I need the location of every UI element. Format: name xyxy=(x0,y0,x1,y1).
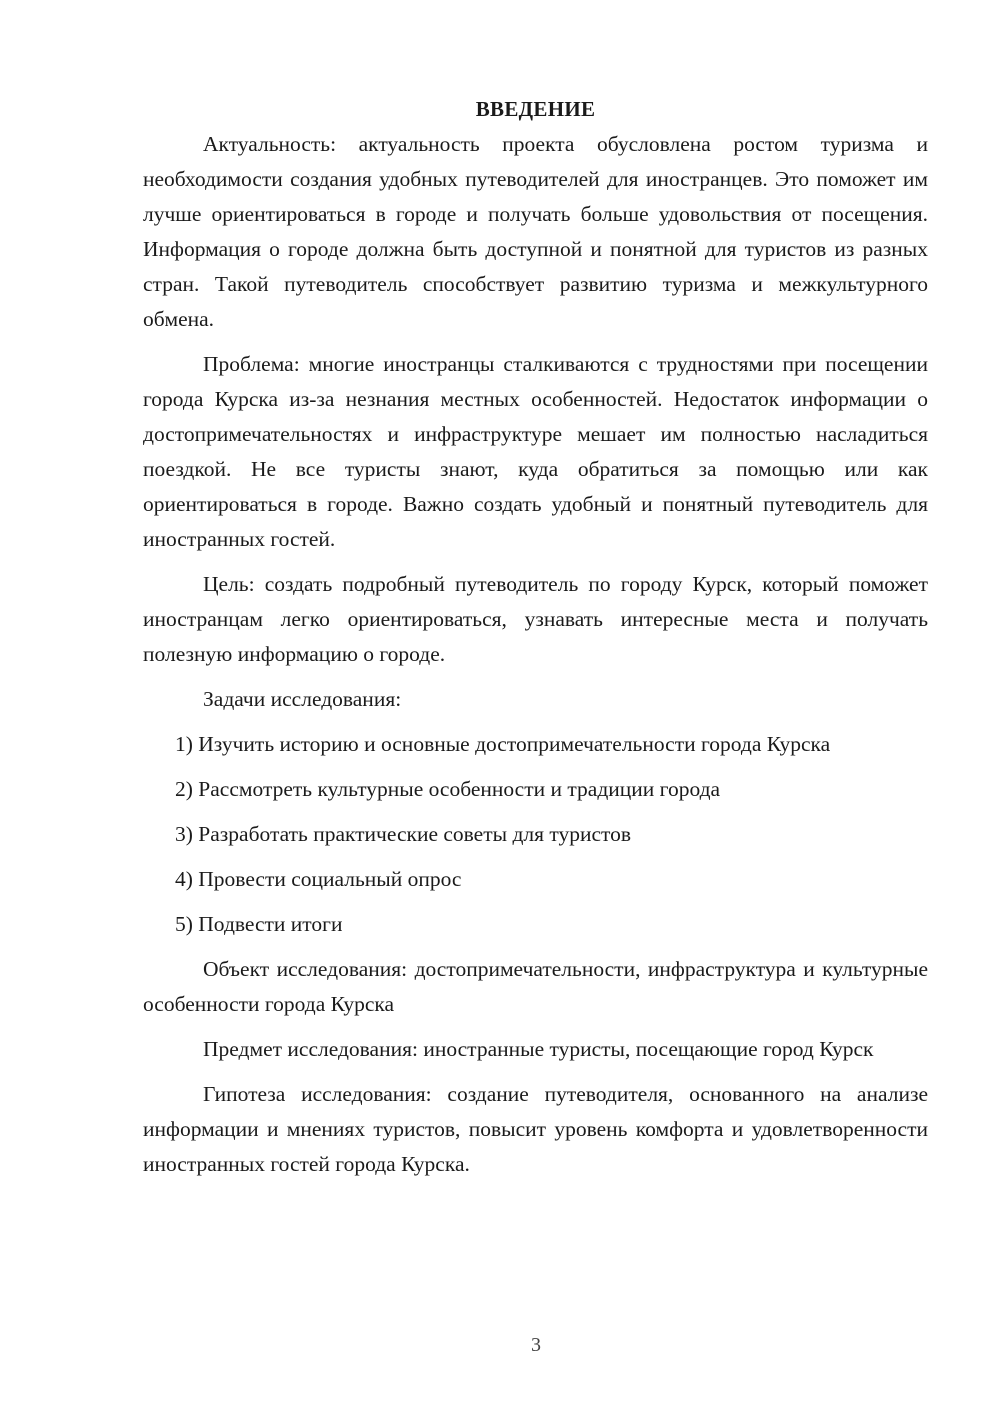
page-title: ВВЕДЕНИЕ xyxy=(475,97,596,121)
task-item: 1) Изучить историю и основные достопримечательности города Курска xyxy=(175,732,831,756)
tasks-heading: Задачи исследования: xyxy=(203,687,402,711)
task-item: 5) Подвести итоги xyxy=(175,912,343,936)
task-item: 4) Провести социальный опрос xyxy=(175,867,462,891)
relevance-paragraph: Актуальность: актуальность проекта обусловлена ростом туризма и необходимости создания удобных путеводителей для иностранцев. Это поможет им лучше ориентироваться в городе и получать больше удовольствия от посещения. Информация о городе должна быть доступной и понятной для туристов из разных стран. Такой путеводитель способствует развитию туризма и межкультурного обмена. xyxy=(143,132,928,331)
task-item: 2) Рассмотреть культурные особенности и традиции города xyxy=(175,777,721,801)
goal-paragraph: Цель: создать подробный путеводитель по городу Курск, который поможет иностранцам легко ориентироваться, узнавать интересные места и получать полезную информацию о городе. xyxy=(143,572,928,666)
page-number: 3 xyxy=(531,1334,541,1356)
hypothesis-paragraph: Гипотеза исследования: создание путеводителя, основанного на анализе информации и мнениях туристов, повысит уровень комфорта и удовлетворенности иностранных гостей города Курска. xyxy=(143,1082,928,1176)
object-paragraph: Объект исследования: достопримечательности, инфраструктура и культурные особенности города Курска xyxy=(143,957,928,1016)
tasks-list xyxy=(143,727,928,942)
document-page xyxy=(143,92,928,1182)
subject-paragraph: Предмет исследования: иностранные туристы, посещающие город Курск xyxy=(203,1037,874,1061)
problem-paragraph: Проблема: многие иностранцы сталкиваются с трудностями при посещении города Курска из-за незнания местных особенностей. Недостаток информации о достопримечательностях и инфраструктуре мешает им полностью насладиться поездкой. Не все туристы знают, куда обратиться за помощью или как ориентироваться в городе. Важно создать удобный и понятный путеводитель для иностранных гостей. xyxy=(143,352,928,551)
task-item: 3) Разработать практические советы для туристов xyxy=(175,822,632,846)
